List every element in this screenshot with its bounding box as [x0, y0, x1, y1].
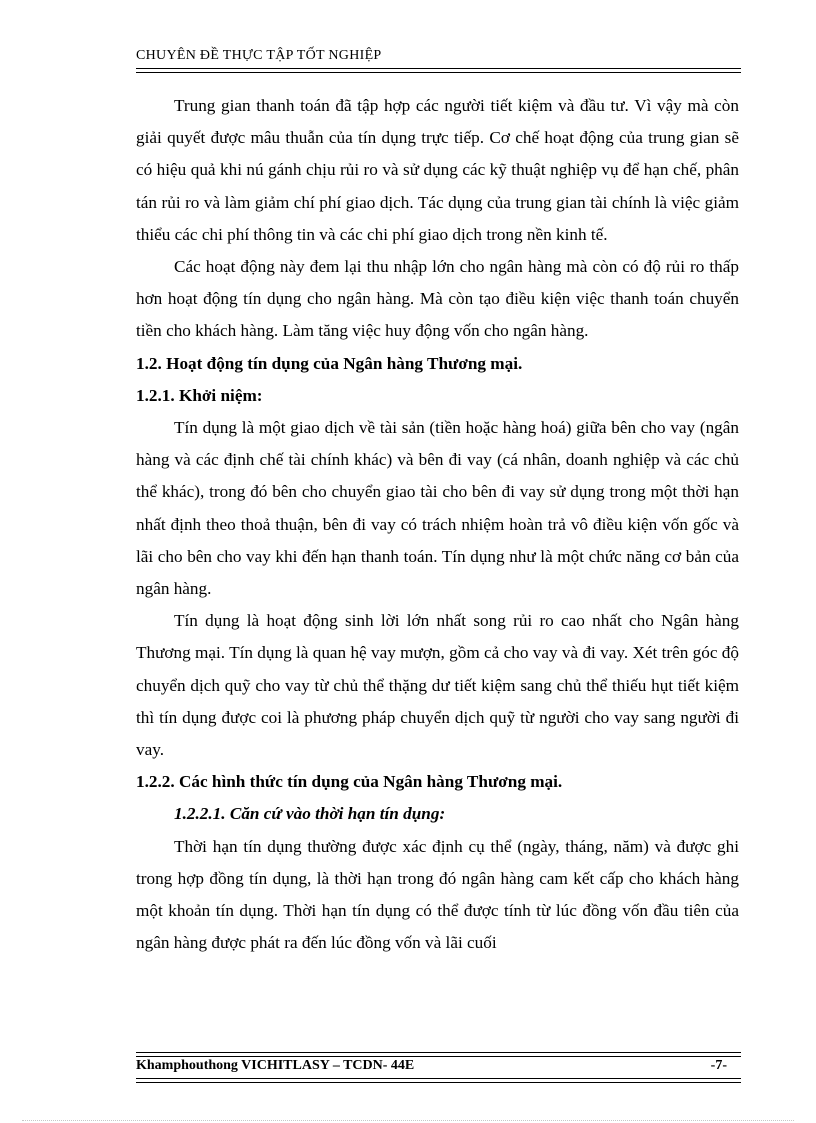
sub-subsection-heading: 1.2.2.1. Căn cứ vào thời hạn tín dụng: — [174, 804, 446, 824]
page-number: -7- — [710, 1058, 727, 1073]
section-heading: 1.2. Hoạt động tín dụng của Ngân hàng Thương mại. — [136, 353, 523, 373]
page-edge-dots — [22, 1120, 794, 1121]
header-rule — [136, 68, 741, 73]
footer-text — [136, 1058, 739, 1074]
subsection-heading: 1.2.1. Khởi niệm: — [136, 385, 263, 405]
paragraph: Tín dụng là hoạt động sinh lời lớn nhất song rủi ro cao nhất cho Ngân hàng Thương mại. Tín dụng là quan hệ vay mượn, gồm cả cho vay và đi vay. Xét trên góc độ chuyển dịch quỹ cho vay từ chủ thể thặng dư tiết kiệm sang chủ thể thiếu hụt tiết kiệm thì tín dụng được coi là phương pháp chuyển dịch quỹ từ người cho vay sang người đi vay. — [136, 611, 739, 760]
paragraph: Thời hạn tín dụng thường được xác định cụ thể (ngày, tháng, năm) và được ghi trong hợp đồng tín dụng, là thời hạn trong đó ngân hàng cam kết cấp cho khách hàng một khoản tín dụng. Thời hạn tín dụng có thể được tính từ lúc đồng vốn đầu tiên của ngân hàng được phát ra đến lúc đồng vốn và lãi cuối — [136, 836, 739, 953]
paragraph: Trung gian thanh toán đã tập hợp các người tiết kiệm và đầu tư. Vì vậy mà còn giải quyết được mâu thuẫn của tín dụng trực tiếp. Cơ chế hoạt động của trung gian sẽ có hiệu quả khi nú gánh chịu rủi ro và sử dụng các kỹ thuật nghiệp vụ để hạn chế, phân tán rủi ro và làm giảm chí phí giao dịch. Tác dụng của trung gian tài chính là việc giảm thiểu các chi phí thông tin và các chi phí giao dịch trong nền kinh tế. — [136, 96, 739, 244]
footer-bottom-rule — [136, 1078, 741, 1083]
subsection-heading: 1.2.2. Các hình thức tín dụng của Ngân hàng Thương mại. — [136, 772, 563, 792]
paragraph: Tín dụng là một giao dịch về tài sản (tiền hoặc hàng hoá) giữa bên cho vay (ngân hàng và các định chế tài chính khác) và bên đi vay (cá nhân, doanh nghiệp và các chủ thể khác), trong đó bên cho chuyển giao tài cho bên đi vay sử dụng trong một thời hạn nhất định theo thoả thuận, bên đi vay có trách nhiệm hoàn trả vô điều kiện vốn gốc và lãi cho bên cho vay khi đến hạn thanh toán. Tín dụng như là một chức năng cơ bản của ngân hàng. — [136, 418, 739, 599]
footer-rule — [136, 1052, 741, 1057]
paragraph: Các hoạt động này đem lại thu nhập lớn cho ngân hàng mà còn có độ rủi ro thấp hơn hoạt động tín dụng cho ngân hàng. Mà còn tạo điều kiện việc thanh toán chuyển tiền cho khách hàng. Làm tăng việc huy động vốn cho ngân hàng. — [136, 257, 739, 341]
document-header-title: CHUYÊN ĐỀ THỰC TẬP TỐT NGHIỆP — [136, 48, 382, 63]
page-body — [136, 90, 739, 959]
footer-author: Khamphouthong VICHITLASY – TCDN- 44E — [136, 1058, 415, 1073]
